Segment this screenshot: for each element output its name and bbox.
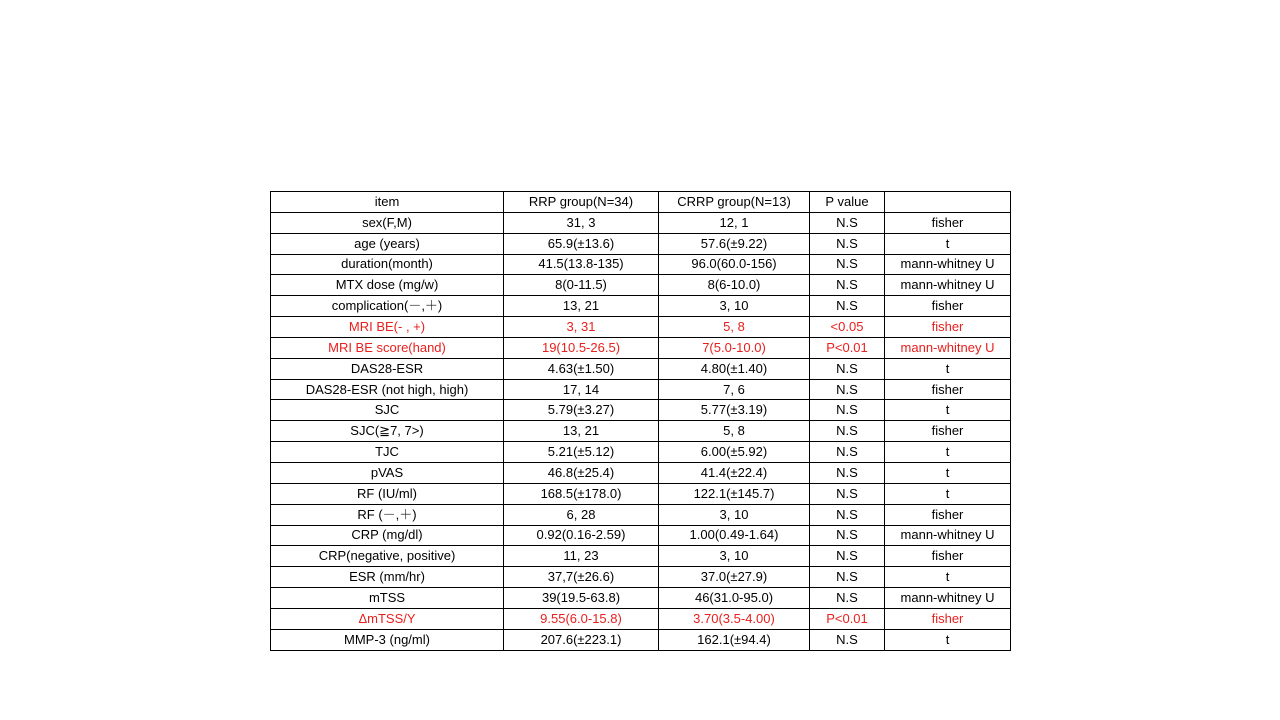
item-cell: sex(F,M): [271, 212, 504, 233]
item-cell: CRP (mg/dl): [271, 525, 504, 546]
item-cell: RF (－,＋): [271, 504, 504, 525]
crrp-value-cell: 5, 8: [659, 421, 810, 442]
rrp-value-cell: 19(10.5-26.5): [504, 337, 659, 358]
p-value-cell: N.S: [810, 254, 885, 275]
table-row: [271, 442, 1011, 463]
item-cell: MRI BE(- , +): [271, 317, 504, 338]
p-value-cell: N.S: [810, 421, 885, 442]
test-cell: mann-whitney U: [885, 275, 1011, 296]
table-row: [271, 421, 1011, 442]
item-cell: duration(month): [271, 254, 504, 275]
test-cell: fisher: [885, 608, 1011, 629]
rrp-value-cell: 41.5(13.8-135): [504, 254, 659, 275]
table-row: [271, 588, 1011, 609]
p-value-cell: N.S: [810, 233, 885, 254]
test-cell: fisher: [885, 421, 1011, 442]
item-cell: ESR (mm/hr): [271, 567, 504, 588]
table-body: [271, 212, 1011, 650]
crrp-value-cell: 8(6-10.0): [659, 275, 810, 296]
item-cell: CRP(negative, positive): [271, 546, 504, 567]
crrp-value-cell: 96.0(60.0-156): [659, 254, 810, 275]
test-cell: fisher: [885, 379, 1011, 400]
crrp-value-cell: 5.77(±3.19): [659, 400, 810, 421]
p-value-cell: N.S: [810, 212, 885, 233]
table-row: [271, 608, 1011, 629]
test-cell: mann-whitney U: [885, 588, 1011, 609]
rrp-value-cell: 65.9(±13.6): [504, 233, 659, 254]
test-cell: mann-whitney U: [885, 525, 1011, 546]
rrp-value-cell: 4.63(±1.50): [504, 358, 659, 379]
item-cell: DAS28-ESR: [271, 358, 504, 379]
table-row: [271, 462, 1011, 483]
rrp-value-cell: 5.79(±3.27): [504, 400, 659, 421]
rrp-value-cell: 6, 28: [504, 504, 659, 525]
table-row: [271, 337, 1011, 358]
test-cell: fisher: [885, 317, 1011, 338]
table-row: [271, 358, 1011, 379]
p-value-cell: N.S: [810, 400, 885, 421]
table-row: [271, 483, 1011, 504]
table-row: [271, 567, 1011, 588]
header-crrp-group: CRRP group(N=13): [659, 192, 810, 213]
item-cell: mTSS: [271, 588, 504, 609]
p-value-cell: N.S: [810, 588, 885, 609]
test-cell: mann-whitney U: [885, 337, 1011, 358]
crrp-value-cell: 162.1(±94.4): [659, 629, 810, 650]
table-row: [271, 379, 1011, 400]
crrp-value-cell: 3, 10: [659, 504, 810, 525]
comparison-table: [270, 191, 1011, 651]
rrp-value-cell: 13, 21: [504, 296, 659, 317]
rrp-value-cell: 39(19.5-63.8): [504, 588, 659, 609]
crrp-value-cell: 5, 8: [659, 317, 810, 338]
p-value-cell: N.S: [810, 442, 885, 463]
p-value-cell: P<0.01: [810, 337, 885, 358]
rrp-value-cell: 17, 14: [504, 379, 659, 400]
p-value-cell: N.S: [810, 275, 885, 296]
test-cell: mann-whitney U: [885, 254, 1011, 275]
item-cell: MRI BE score(hand): [271, 337, 504, 358]
p-value-cell: N.S: [810, 358, 885, 379]
item-cell: pVAS: [271, 462, 504, 483]
crrp-value-cell: 3, 10: [659, 546, 810, 567]
rrp-value-cell: 13, 21: [504, 421, 659, 442]
table-row: [271, 317, 1011, 338]
item-cell: RF (IU/ml): [271, 483, 504, 504]
p-value-cell: N.S: [810, 567, 885, 588]
test-cell: fisher: [885, 296, 1011, 317]
item-cell: MMP-3 (ng/ml): [271, 629, 504, 650]
item-cell: complication(－,＋): [271, 296, 504, 317]
item-cell: age (years): [271, 233, 504, 254]
test-cell: t: [885, 233, 1011, 254]
p-value-cell: N.S: [810, 504, 885, 525]
test-cell: t: [885, 483, 1011, 504]
header-p-value: P value: [810, 192, 885, 213]
crrp-value-cell: 37.0(±27.9): [659, 567, 810, 588]
rrp-value-cell: 3, 31: [504, 317, 659, 338]
item-cell: ΔmTSS/Y: [271, 608, 504, 629]
rrp-value-cell: 11, 23: [504, 546, 659, 567]
crrp-value-cell: 57.6(±9.22): [659, 233, 810, 254]
rrp-value-cell: 8(0-11.5): [504, 275, 659, 296]
header-test: [885, 192, 1011, 213]
rrp-value-cell: 5.21(±5.12): [504, 442, 659, 463]
test-cell: t: [885, 358, 1011, 379]
table-row: [271, 233, 1011, 254]
item-cell: SJC(≧7, 7>): [271, 421, 504, 442]
crrp-value-cell: 7, 6: [659, 379, 810, 400]
item-cell: TJC: [271, 442, 504, 463]
table-row: [271, 400, 1011, 421]
item-cell: DAS28-ESR (not high, high): [271, 379, 504, 400]
table-row: [271, 546, 1011, 567]
test-cell: fisher: [885, 212, 1011, 233]
test-cell: fisher: [885, 546, 1011, 567]
test-cell: t: [885, 567, 1011, 588]
rrp-value-cell: 168.5(±178.0): [504, 483, 659, 504]
p-value-cell: <0.05: [810, 317, 885, 338]
crrp-value-cell: 6.00(±5.92): [659, 442, 810, 463]
test-cell: t: [885, 462, 1011, 483]
rrp-value-cell: 31, 3: [504, 212, 659, 233]
p-value-cell: N.S: [810, 629, 885, 650]
table-row: [271, 275, 1011, 296]
p-value-cell: N.S: [810, 296, 885, 317]
crrp-value-cell: 3.70(3.5-4.00): [659, 608, 810, 629]
rrp-value-cell: 9.55(6.0-15.8): [504, 608, 659, 629]
test-cell: t: [885, 442, 1011, 463]
rrp-value-cell: 207.6(±223.1): [504, 629, 659, 650]
header-item: item: [271, 192, 504, 213]
p-value-cell: N.S: [810, 462, 885, 483]
crrp-value-cell: 122.1(±145.7): [659, 483, 810, 504]
rrp-value-cell: 37,7(±26.6): [504, 567, 659, 588]
crrp-value-cell: 1.00(0.49-1.64): [659, 525, 810, 546]
header-rrp-group: RRP group(N=34): [504, 192, 659, 213]
p-value-cell: P<0.01: [810, 608, 885, 629]
table-row: [271, 525, 1011, 546]
test-cell: fisher: [885, 504, 1011, 525]
rrp-value-cell: 46.8(±25.4): [504, 462, 659, 483]
crrp-value-cell: 46(31.0-95.0): [659, 588, 810, 609]
table-row: [271, 504, 1011, 525]
table-row: [271, 212, 1011, 233]
table-row: [271, 629, 1011, 650]
item-cell: MTX dose (mg/w): [271, 275, 504, 296]
test-cell: t: [885, 629, 1011, 650]
table-row: [271, 296, 1011, 317]
p-value-cell: N.S: [810, 483, 885, 504]
p-value-cell: N.S: [810, 546, 885, 567]
crrp-value-cell: 4.80(±1.40): [659, 358, 810, 379]
table-row: [271, 254, 1011, 275]
crrp-value-cell: 12, 1: [659, 212, 810, 233]
crrp-value-cell: 41.4(±22.4): [659, 462, 810, 483]
rrp-value-cell: 0.92(0.16-2.59): [504, 525, 659, 546]
item-cell: SJC: [271, 400, 504, 421]
test-cell: t: [885, 400, 1011, 421]
table-header-row: [271, 192, 1011, 213]
p-value-cell: N.S: [810, 379, 885, 400]
p-value-cell: N.S: [810, 525, 885, 546]
crrp-value-cell: 3, 10: [659, 296, 810, 317]
crrp-value-cell: 7(5.0-10.0): [659, 337, 810, 358]
